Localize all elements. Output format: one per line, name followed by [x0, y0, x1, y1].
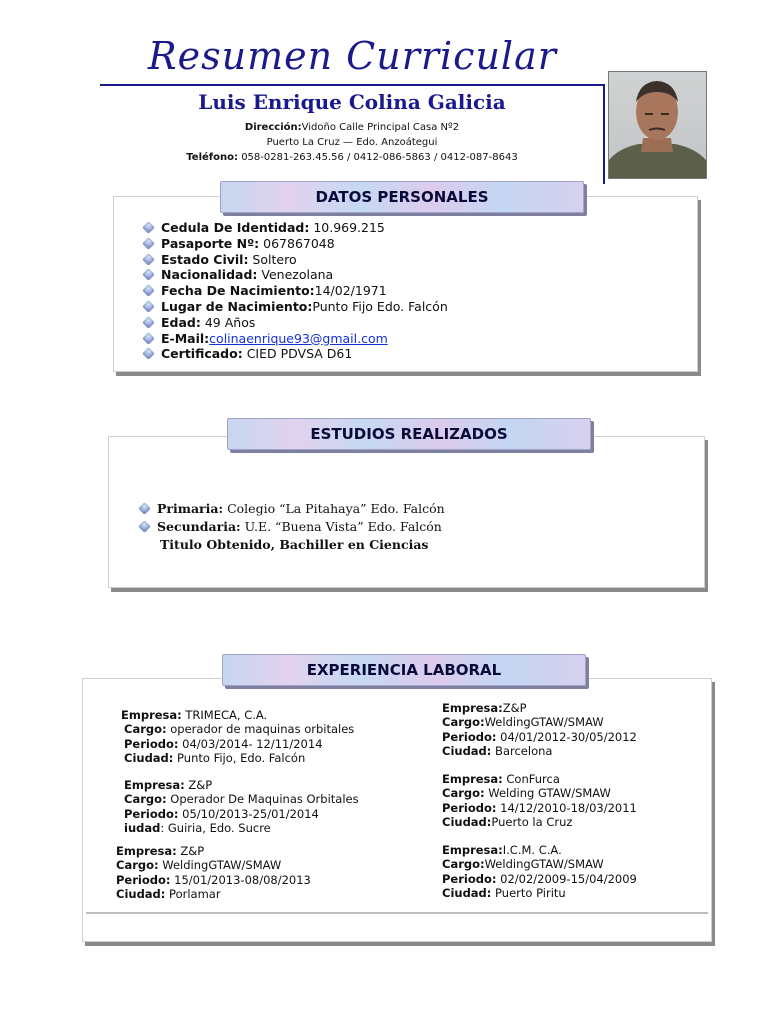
resume-title: Resumen Curricular [148, 34, 557, 78]
address-line-2: Puerto La Cruz — Edo. Anzoátegui [266, 137, 438, 148]
section-banner-personal: DATOS PERSONALES [220, 181, 584, 213]
list-item: Estado Civil: Soltero [141, 252, 448, 268]
phone-line [0, 152, 704, 163]
list-item: Lugar de Nacimiento:Punto Fijo Edo. Falcón [141, 299, 448, 315]
list-item: Edad: 49 Años [141, 315, 448, 331]
list-item: Primaria: Colegio “La Pitahaya” Edo. Falcón [137, 500, 445, 518]
job-entry: Empresa: TRIMECA, C.A. Cargo: operador de maquinas orbitales Periodo: 04/03/2014- 12/11/2014 Ciudad: Punto Fijo, Edo. Falcón [121, 708, 355, 766]
portrait-photo [608, 71, 707, 179]
degree-obtained: Titulo Obtenido, Bachiller en Ciencias [160, 537, 429, 552]
phone-value: 058-0281-263.45.56 / 0412-086-5863 / 0412-087-8643 [241, 152, 518, 163]
list-item: Fecha De Nacimiento:14/02/1971 [141, 283, 448, 299]
list-item: Pasaporte Nº: 067867048 [141, 236, 448, 252]
address-value: Vidoño Calle Principal Casa Nº2 [301, 122, 460, 133]
personal-data-list [141, 220, 448, 362]
job-entry: Empresa:Z&P Cargo:WeldingGTAW/SMAW Periodo: 04/01/2012-30/05/2012 Ciudad: Barcelona [442, 701, 637, 759]
list-item: Certificado: CIED PDVSA D61 [141, 346, 448, 362]
address-label: Dirección: [244, 122, 302, 133]
list-item: E-Mail:colinaenrique93@gmail.com [141, 331, 448, 347]
section-banner-studies: ESTUDIOS REALIZADOS [227, 418, 591, 450]
list-item: Cedula De Identidad: 10.969.215 [141, 220, 448, 236]
email-link[interactable]: colinaenrique93@gmail.com [209, 330, 388, 346]
divider [86, 912, 708, 914]
job-entry: Empresa: Z&P Cargo: Operador De Maquinas Orbitales Periodo: 05/10/2013-25/01/2014 iudad: Guiria, Edo. Sucre [124, 778, 359, 836]
phone-label: Teléfono: [186, 152, 238, 163]
title-underline [100, 84, 605, 86]
address-line-1 [0, 122, 704, 133]
list-item: Nacionalidad: Venezolana [141, 267, 448, 283]
candidate-name: Luis Enrique Colina Galicia [198, 90, 506, 114]
job-entry: Empresa: Z&P Cargo: WeldingGTAW/SMAW Periodo: 15/01/2013-08/08/2013 Ciudad: Porlamar [116, 844, 311, 902]
studies-list [137, 500, 445, 536]
person-silhouette-icon [609, 72, 706, 178]
list-item: Secundaria: U.E. “Buena Vista” Edo. Falcón [137, 518, 445, 536]
section-banner-experience: EXPERIENCIA LABORAL [222, 654, 586, 686]
job-entry: Empresa:I.C.M. C.A. Cargo:WeldingGTAW/SMAW Periodo: 02/02/2009-15/04/2009 Ciudad: Puerto Piritu [442, 843, 637, 901]
job-entry: Empresa: ConFurca Cargo: Welding GTAW/SMAW Periodo: 14/12/2010-18/03/2011 Ciudad:Puerto la Cruz [442, 772, 637, 830]
